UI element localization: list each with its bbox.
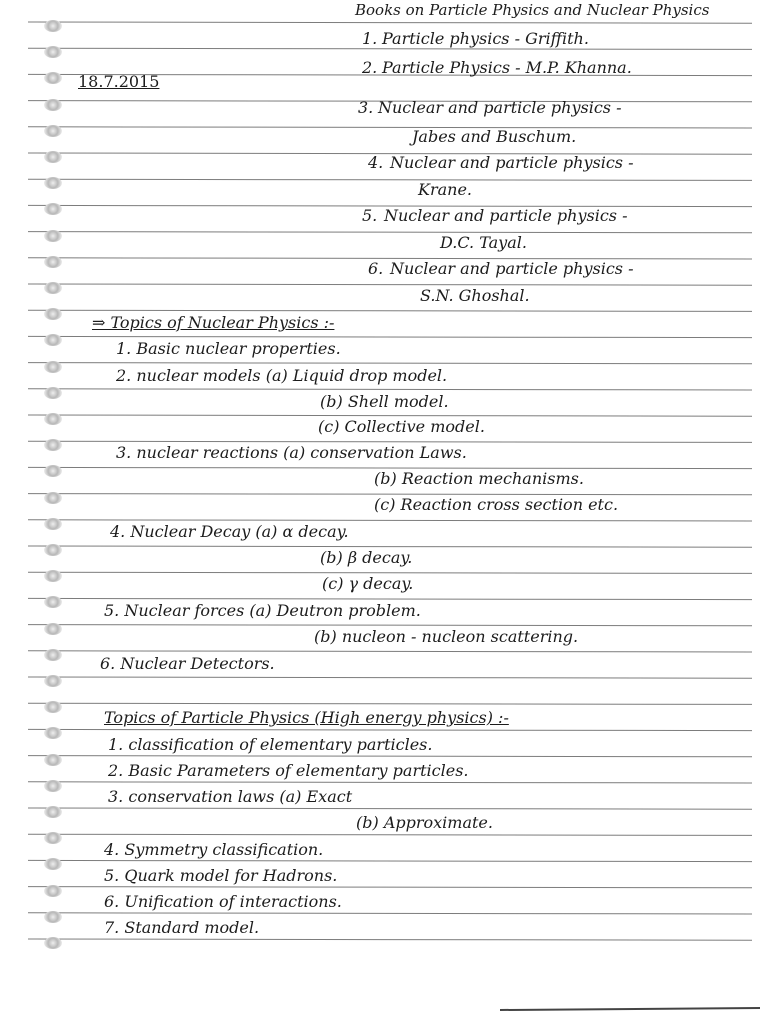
binder-hole <box>44 99 62 111</box>
binder-hole <box>44 544 62 556</box>
nuclear-topics-heading: ⇒ Topics of Nuclear Physics :- <box>92 313 335 332</box>
particle-topic-line: 4. Symmetry classification. <box>104 840 324 859</box>
binder-hole <box>44 492 62 504</box>
ruled-line <box>28 127 752 128</box>
nuclear-topic-line: 4. Nuclear Decay (a) α decay. <box>110 522 349 541</box>
nuclear-topic-line: (b) nucleon - nucleon scattering. <box>314 627 579 646</box>
particle-topic-line: 5. Quark model for Hadrons. <box>104 866 338 885</box>
book-item: Nuclear and particle physics - <box>378 98 622 117</box>
binder-hole <box>44 125 62 137</box>
binder-hole <box>44 151 62 163</box>
binder-hole <box>44 911 62 923</box>
ruled-line <box>28 389 752 390</box>
ruled-line <box>28 782 752 783</box>
binder-hole <box>44 518 62 530</box>
binder-hole <box>44 623 62 635</box>
binder-hole <box>44 885 62 897</box>
book-item-number: 1. <box>362 29 378 48</box>
book-item-number: 3. <box>358 98 374 117</box>
ruled-line <box>28 22 752 23</box>
particle-topics-heading: Topics of Particle Physics (High energy physics) :- <box>104 708 509 727</box>
nuclear-topic-line: 5. Nuclear forces (a) Deutron problem. <box>104 601 421 620</box>
book-item: S.N. Ghoshal. <box>420 286 530 305</box>
ruled-line <box>28 756 752 757</box>
binder-hole <box>44 649 62 661</box>
book-item: D.C. Tayal. <box>440 233 527 252</box>
ruled-line <box>28 834 752 835</box>
binder-hole <box>44 256 62 268</box>
ruled-line <box>28 651 752 652</box>
particle-topic-line: 6. Unification of interactions. <box>104 892 342 911</box>
particle-topic-line: (b) Approximate. <box>356 813 493 832</box>
book-item: Jabes and Buschum. <box>412 127 577 146</box>
book-item: Nuclear and particle physics - <box>384 206 628 225</box>
ruled-line <box>28 520 752 521</box>
particle-topic-line: 3. conservation laws (a) Exact <box>108 787 353 806</box>
book-item: Krane. <box>418 180 472 199</box>
ruled-line <box>28 860 752 861</box>
ruled-line <box>28 179 752 180</box>
nuclear-topic-line: (b) Shell model. <box>320 392 449 411</box>
book-item-number: 4. <box>368 153 384 172</box>
binder-hole <box>44 754 62 766</box>
nuclear-topic-line: 6. Nuclear Detectors. <box>100 654 275 673</box>
particle-topic-line: 1. classification of elementary particles. <box>108 735 433 754</box>
particle-topic-line: 7. Standard model. <box>104 918 260 937</box>
nuclear-topic-line: (c) γ decay. <box>322 574 414 593</box>
ruled-line <box>28 729 752 730</box>
binder-hole <box>44 20 62 32</box>
ruled-line <box>28 598 752 599</box>
book-item: Particle Physics - M.P. Khanna. <box>382 58 632 77</box>
ruled-line <box>28 939 752 940</box>
nuclear-topic-line: (c) Reaction cross section etc. <box>374 495 619 514</box>
ruled-line <box>28 808 752 809</box>
ruled-line <box>28 887 752 888</box>
binder-hole <box>44 675 62 687</box>
binder-hole <box>44 413 62 425</box>
ruled-line <box>28 913 752 914</box>
particle-topic-line: 2. Basic Parameters of elementary particles. <box>108 761 469 780</box>
book-item-number: 6. <box>368 259 384 278</box>
nuclear-topic-line: (c) Collective model. <box>318 417 485 436</box>
nuclear-topic-line: (b) β decay. <box>320 548 413 567</box>
ruled-line <box>28 625 752 626</box>
ruled-line <box>28 363 752 364</box>
binder-hole <box>44 806 62 818</box>
book-item: Nuclear and particle physics - <box>390 259 634 278</box>
book-item: Nuclear and particle physics - <box>390 153 634 172</box>
binder-hole <box>44 282 62 294</box>
nuclear-topic-line: 2. nuclear models (a) Liquid drop model. <box>116 366 448 385</box>
nuclear-topic-line: (b) Reaction mechanisms. <box>374 469 584 488</box>
nuclear-topic-line: 3. nuclear reactions (a) conservation Laws. <box>116 443 467 462</box>
book-item-number: 5. <box>362 206 378 225</box>
page-date: 18.7.2015 <box>78 72 160 91</box>
binder-hole <box>44 361 62 373</box>
ruled-line <box>28 284 752 285</box>
book-item: Particle physics - Griffith. <box>382 29 589 48</box>
ruled-line <box>28 703 752 704</box>
ruled-line <box>28 232 752 233</box>
binder-hole <box>44 387 62 399</box>
ruled-line <box>28 336 752 337</box>
scan-edge-mark <box>500 1008 760 1010</box>
ruled-line <box>28 310 752 311</box>
binder-hole <box>44 937 62 949</box>
book-item-number: 2. <box>362 58 378 77</box>
binder-hole <box>44 230 62 242</box>
ruled-line <box>28 677 752 678</box>
books-heading: Books on Particle Physics and Nuclear Physics <box>355 1 710 19</box>
binder-hole <box>44 780 62 792</box>
nuclear-topic-line: 1. Basic nuclear properties. <box>116 339 341 358</box>
